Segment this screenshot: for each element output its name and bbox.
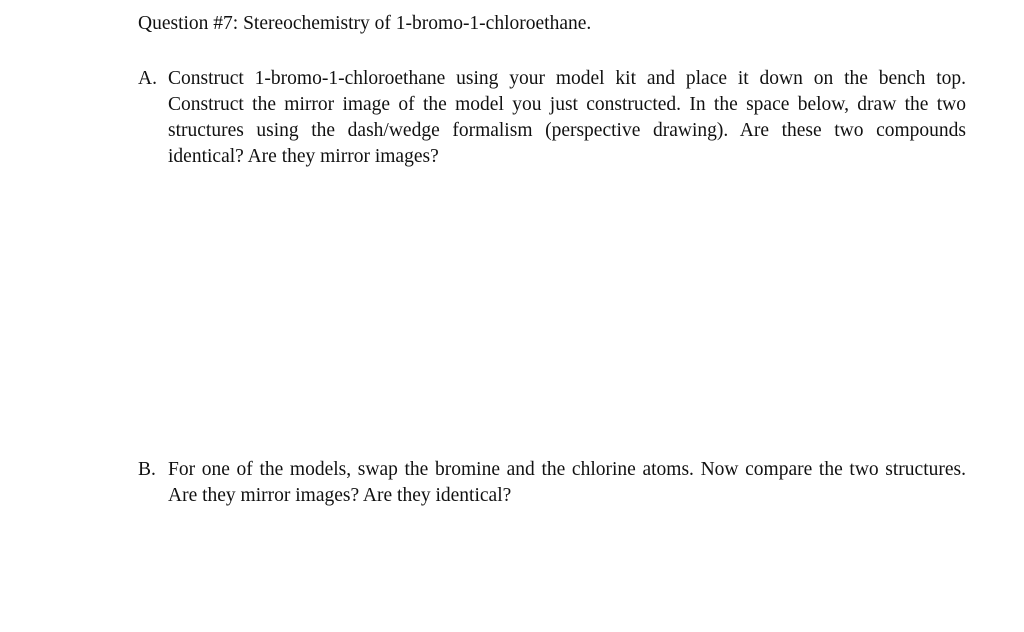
part-a-marker: A. (138, 68, 157, 89)
part-b-marker: B. (138, 459, 156, 480)
question-part-a (138, 66, 966, 170)
question-part-b (138, 457, 966, 509)
part-a-text: Construct 1-bromo-1-chloroethane using your model kit and place it down on the bench top. Construct the mirror image of the model you just constructed. In the space below, draw the two structures using the dash/wedge formalism (perspective drawing). Are these two compounds identical? Are they mirror images? (168, 68, 966, 167)
part-b-text: For one of the models, swap the bromine and the chlorine atoms. Now compare the two structures. Are they mirror images? Are they identical? (168, 459, 966, 506)
question-title: Question #7: Stereochemistry of 1-bromo-1-chloroethane. (138, 13, 592, 34)
